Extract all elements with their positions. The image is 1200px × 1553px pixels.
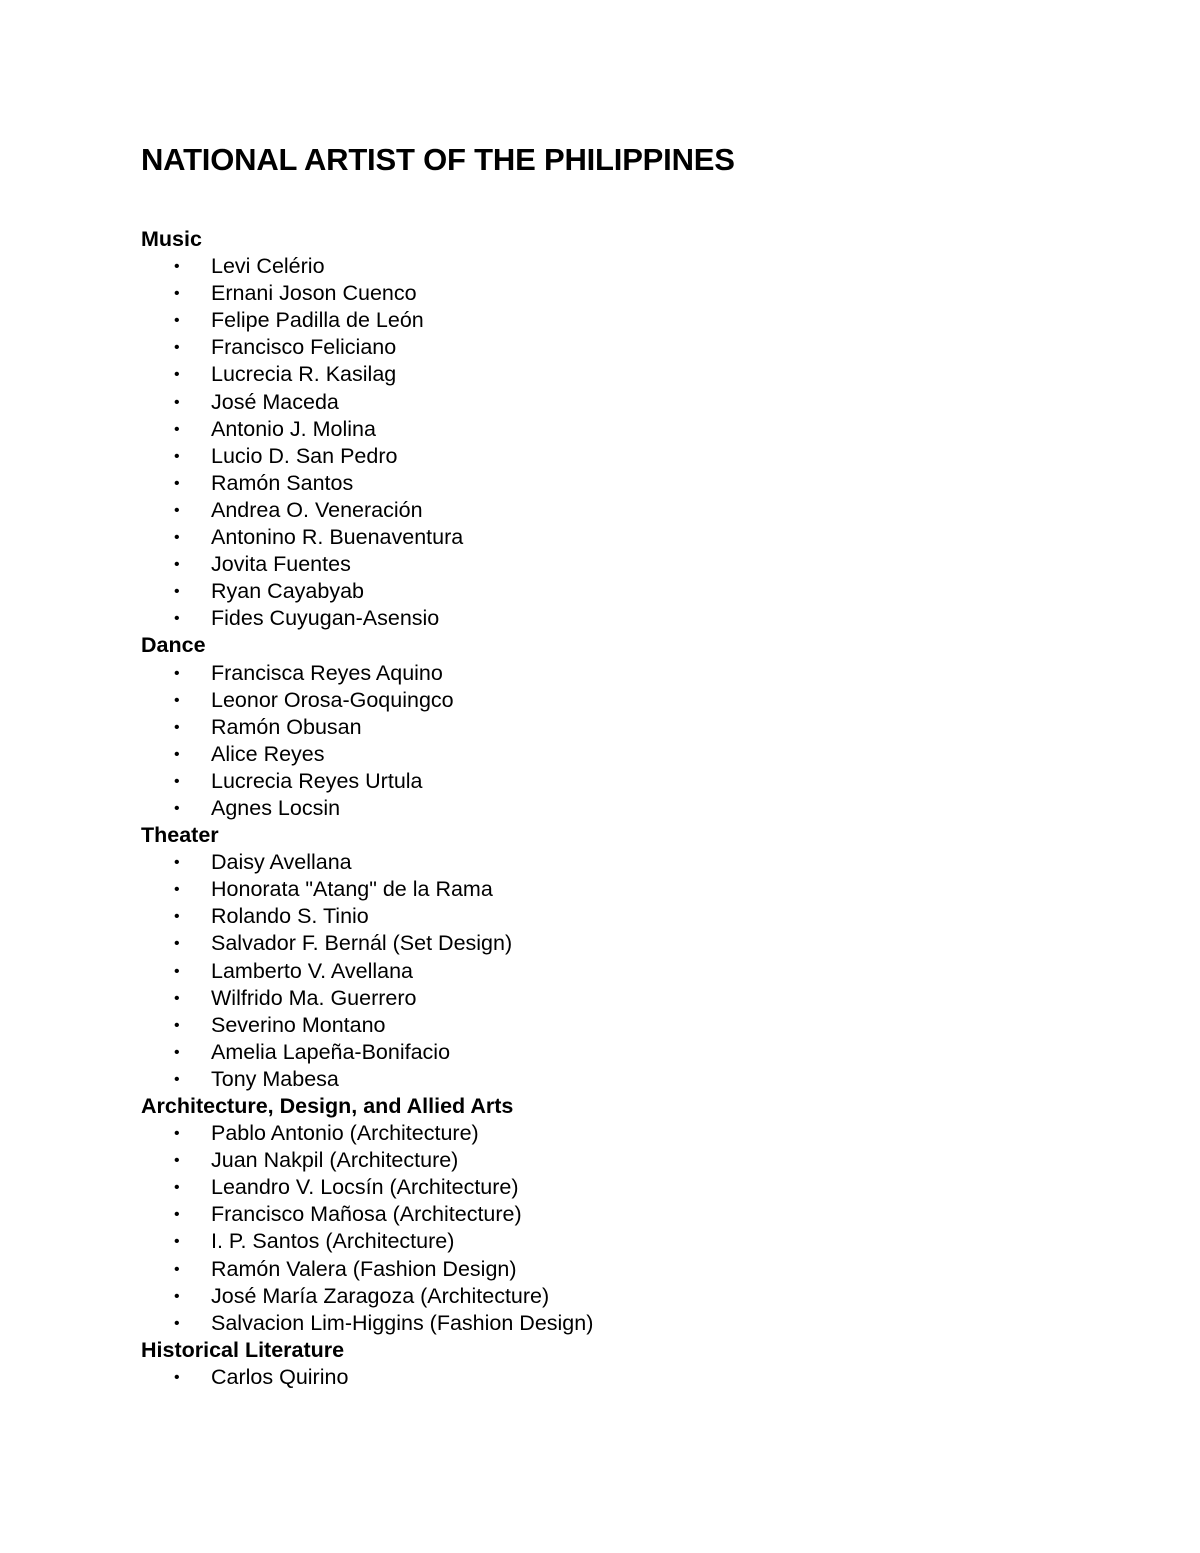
artist-name: Felipe Padilla de León <box>211 308 424 333</box>
bullet-icon: • <box>174 908 180 926</box>
sections-container <box>141 226 1141 1391</box>
bullet-icon: • <box>174 691 180 709</box>
bullet-icon: • <box>174 799 180 817</box>
category-heading: Music <box>141 227 202 251</box>
artist-name: Alice Reyes <box>211 741 325 766</box>
category-heading: Historical Literature <box>141 1337 345 1362</box>
bullet-icon: • <box>174 962 180 980</box>
bullet-icon: • <box>174 1179 180 1197</box>
artist-name: Francisco Feliciano <box>211 335 397 360</box>
artist-name: Salvador F. Bernál (Set Design) <box>211 931 513 956</box>
artist-list-item <box>141 578 1141 605</box>
artist-list <box>141 253 1141 632</box>
artist-list-item <box>141 361 1141 388</box>
bullet-icon: • <box>174 366 180 384</box>
bullet-icon: • <box>174 447 180 465</box>
bullet-icon: • <box>174 339 180 357</box>
bullet-icon: • <box>174 1125 180 1143</box>
bullet-icon: • <box>174 989 180 1007</box>
artist-list-item <box>141 605 1141 632</box>
artist-name: Jovita Fuentes <box>211 552 351 577</box>
artist-list-item <box>141 876 1141 903</box>
artist-list <box>141 1120 1141 1337</box>
bullet-icon: • <box>174 1233 180 1251</box>
artist-list-item <box>141 687 1141 714</box>
category-section <box>141 1093 1141 1337</box>
bullet-icon: • <box>174 393 180 411</box>
document-title: NATIONAL ARTIST OF THE PHILIPPINES <box>141 142 735 177</box>
category-section <box>141 822 1141 1093</box>
artist-name: Ernani Joson Cuenco <box>211 281 417 306</box>
artist-name: Lucrecia R. Kasilag <box>211 362 397 387</box>
artist-list-item <box>141 660 1141 687</box>
artist-list-item <box>141 1310 1141 1337</box>
bullet-icon: • <box>174 474 180 492</box>
artist-list-item <box>141 1283 1141 1310</box>
artist-list-item <box>141 497 1141 524</box>
artist-name: Lucrecia Reyes Urtula <box>211 768 423 793</box>
artist-list-item <box>141 280 1141 307</box>
artist-list-item <box>141 741 1141 768</box>
bullet-icon: • <box>174 501 180 519</box>
artist-list-item <box>141 1147 1141 1174</box>
artist-name: Amelia Lapeña-Bonifacio <box>211 1039 451 1064</box>
artist-list-item <box>141 470 1141 497</box>
bullet-icon: • <box>174 1016 180 1034</box>
artist-name: Ryan Cayabyab <box>211 579 364 604</box>
artist-list-item <box>141 930 1141 957</box>
artist-name: Leonor Orosa-Goquingco <box>211 687 454 712</box>
bullet-icon: • <box>174 718 180 736</box>
bullet-icon: • <box>174 312 180 330</box>
artist-name: José Maceda <box>211 389 339 414</box>
artist-name: Tony Mabesa <box>211 1066 339 1091</box>
artist-list-item <box>141 768 1141 795</box>
artist-name: José María Zaragoza (Architecture) <box>211 1283 550 1308</box>
document-page <box>141 140 1141 1391</box>
category-section <box>141 226 1141 632</box>
category-section <box>141 632 1141 822</box>
bullet-icon: • <box>174 1287 180 1305</box>
artist-name: Francisco Mañosa (Architecture) <box>211 1202 522 1227</box>
artist-name: Ramón Santos <box>211 470 354 495</box>
artist-name: Lamberto V. Avellana <box>211 958 414 983</box>
bullet-icon: • <box>174 258 180 276</box>
bullet-icon: • <box>174 1070 180 1088</box>
artist-list <box>141 1364 1141 1391</box>
artist-name: Francisca Reyes Aquino <box>211 660 443 685</box>
bullet-icon: • <box>174 1152 180 1170</box>
bullet-icon: • <box>174 1368 180 1386</box>
artist-name: Ramón Valera (Fashion Design) <box>211 1256 517 1281</box>
bullet-icon: • <box>174 610 180 628</box>
bullet-icon: • <box>174 745 180 763</box>
bullet-icon: • <box>174 664 180 682</box>
artist-list-item <box>141 714 1141 741</box>
artist-list-item <box>141 416 1141 443</box>
artist-list-item <box>141 1120 1141 1147</box>
artist-name: Pablo Antonio (Architecture) <box>211 1121 479 1146</box>
artist-list-item <box>141 1039 1141 1066</box>
bullet-icon: • <box>174 881 180 899</box>
artist-list-item <box>141 334 1141 361</box>
artist-list-item <box>141 795 1141 822</box>
artist-list-item <box>141 849 1141 876</box>
artist-list-item <box>141 551 1141 578</box>
artist-list-item <box>141 307 1141 334</box>
artist-name: Rolando S. Tinio <box>211 904 369 929</box>
artist-list-item <box>141 1228 1141 1255</box>
artist-list-item <box>141 524 1141 551</box>
artist-name: Salvacion Lim-Higgins (Fashion Design) <box>211 1310 594 1335</box>
artist-list-item <box>141 253 1141 280</box>
artist-name: Carlos Quirino <box>211 1364 349 1389</box>
artist-list-item <box>141 1256 1141 1283</box>
bullet-icon: • <box>174 285 180 303</box>
bullet-icon: • <box>174 556 180 574</box>
category-heading: Theater <box>141 823 219 848</box>
artist-list-item <box>141 985 1141 1012</box>
artist-list-item <box>141 389 1141 416</box>
bullet-icon: • <box>174 529 180 547</box>
bullet-icon: • <box>174 854 180 872</box>
artist-list-item <box>141 1364 1141 1391</box>
artist-list-item <box>141 1201 1141 1228</box>
bullet-icon: • <box>174 772 180 790</box>
artist-list-item <box>141 1066 1141 1093</box>
artist-name: Ramón Obusan <box>211 714 362 739</box>
artist-name: Andrea O. Veneración <box>211 497 423 522</box>
artist-name: Wilfrido Ma. Guerrero <box>211 985 417 1010</box>
artist-list-item <box>141 443 1141 470</box>
artist-name: Daisy Avellana <box>211 850 352 875</box>
artist-name: Antonino R. Buenaventura <box>211 525 464 550</box>
artist-name: Honorata "Atang" de la Rama <box>211 877 493 902</box>
artist-name: I. P. Santos (Architecture) <box>211 1229 455 1254</box>
artist-list-item <box>141 1174 1141 1201</box>
artist-list-item <box>141 903 1141 930</box>
artist-name: Severino Montano <box>211 1012 386 1037</box>
bullet-icon: • <box>174 1314 180 1332</box>
artist-name: Leandro V. Locsín (Architecture) <box>211 1175 519 1200</box>
artist-name: Levi Celério <box>211 254 325 279</box>
artist-name: Juan Nakpil (Architecture) <box>211 1148 459 1173</box>
artist-name: Fides Cuyugan-Asensio <box>211 606 440 631</box>
artist-name: Agnes Locsin <box>211 795 341 820</box>
artist-list <box>141 849 1141 1093</box>
artist-list-item <box>141 958 1141 985</box>
artist-list-item <box>141 1012 1141 1039</box>
artist-name: Lucio D. San Pedro <box>211 443 398 468</box>
bullet-icon: • <box>174 1206 180 1224</box>
bullet-icon: • <box>174 420 180 438</box>
category-section <box>141 1337 1141 1391</box>
bullet-icon: • <box>174 1260 180 1278</box>
category-heading: Dance <box>141 633 206 658</box>
category-heading: Architecture, Design, and Allied Arts <box>141 1094 514 1118</box>
bullet-icon: • <box>174 583 180 601</box>
bullet-icon: • <box>174 1043 180 1061</box>
artist-name: Antonio J. Molina <box>211 416 376 441</box>
artist-list <box>141 660 1141 823</box>
bullet-icon: • <box>174 935 180 953</box>
